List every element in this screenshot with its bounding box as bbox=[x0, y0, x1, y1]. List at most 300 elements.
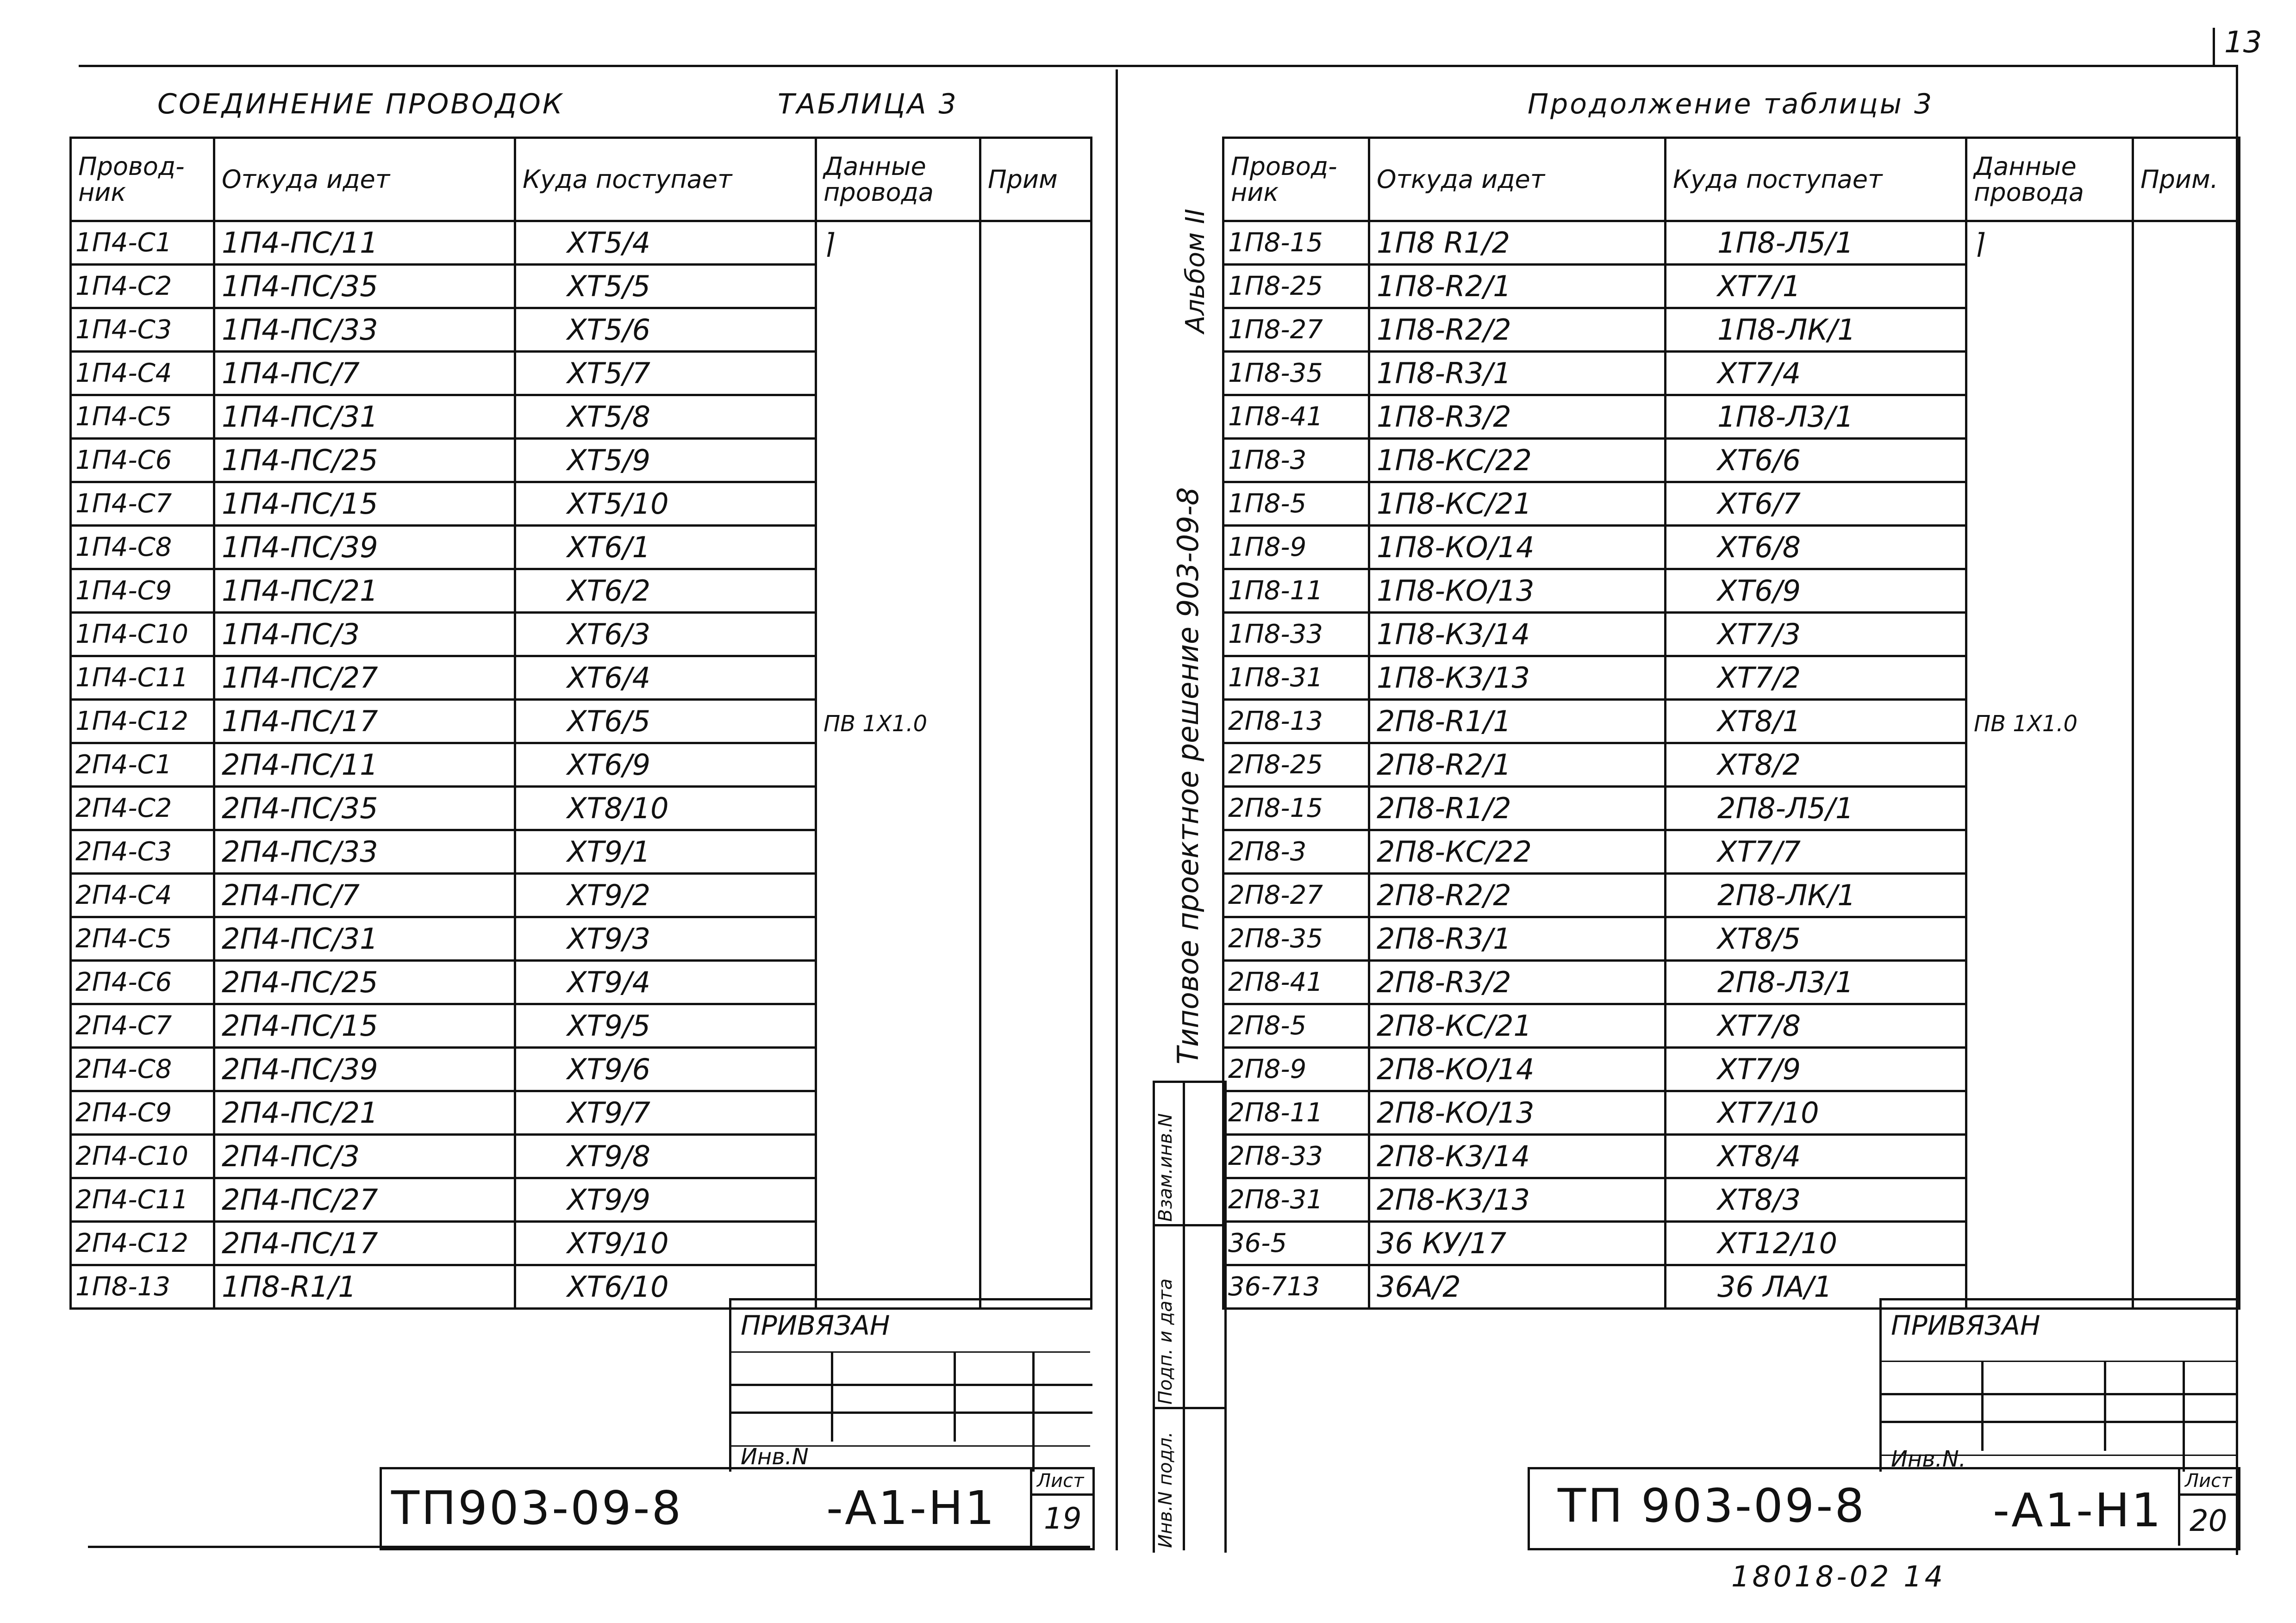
cell-from: 1П8-КС/21 bbox=[1369, 482, 1666, 526]
cell-wire: 1П4-С7 bbox=[71, 482, 214, 526]
cell-wire: 1П4-С8 bbox=[71, 526, 214, 569]
table-row bbox=[1223, 700, 2240, 743]
cell-to: 2П8-Л5/1 bbox=[1666, 787, 1966, 830]
table-row bbox=[1223, 874, 2240, 917]
doc-code: ТП 903-09-8 bbox=[1558, 1479, 1866, 1533]
table-row bbox=[71, 830, 1092, 874]
cell-from: 2П4-ПС/11 bbox=[214, 743, 515, 787]
cell-wire: 2П4-С6 bbox=[71, 961, 214, 1004]
cell-wire: 2П4-С8 bbox=[71, 1048, 214, 1091]
cell-wire: 1П4-С6 bbox=[71, 439, 214, 482]
cell-note bbox=[980, 1222, 1092, 1265]
cell-wire: 2П8-41 bbox=[1223, 961, 1369, 1004]
cell-to: ХТ6/1 bbox=[515, 526, 816, 569]
approval-field-sign: Подп. и дата bbox=[1155, 1278, 1176, 1405]
binding-grid-divider bbox=[2104, 1361, 2106, 1451]
cell-from: 1П4-ПС/39 bbox=[214, 526, 515, 569]
cell-wire: 2П8-5 bbox=[1223, 1004, 1369, 1048]
table-row bbox=[1223, 656, 2240, 700]
cell-wire: 1П8-27 bbox=[1223, 308, 1369, 352]
cell-to: ХТ6/5 bbox=[515, 700, 816, 743]
cell-to: ХТ9/6 bbox=[515, 1048, 816, 1091]
binding-grid-line bbox=[731, 1384, 1092, 1386]
cell-wire-data bbox=[816, 1091, 980, 1135]
table-row bbox=[1223, 265, 2240, 308]
cell-note bbox=[980, 787, 1092, 830]
table-row bbox=[1223, 221, 2240, 265]
table-row bbox=[71, 221, 1092, 265]
page-number-divider bbox=[2213, 28, 2215, 65]
cell-wire-data bbox=[1966, 265, 2133, 308]
sheet-box bbox=[2178, 1469, 2238, 1546]
cell-from: 36А/2 bbox=[1369, 1265, 1666, 1309]
doc-suffix: -А1-Н1 bbox=[1993, 1483, 2163, 1537]
cell-from: 1П8-КС/22 bbox=[1369, 439, 1666, 482]
cell-wire-data bbox=[816, 352, 980, 395]
table-row bbox=[71, 743, 1092, 787]
cell-to: ХТ6/3 bbox=[515, 613, 816, 656]
table-row bbox=[1223, 308, 2240, 352]
cell-note bbox=[2133, 395, 2240, 439]
approval-line bbox=[1155, 1407, 1224, 1409]
binding-grid-divider bbox=[1981, 1361, 1984, 1451]
cell-note bbox=[2133, 830, 2240, 874]
approval-divider bbox=[1183, 1083, 1185, 1550]
cell-wire: 1П4-С12 bbox=[71, 700, 214, 743]
cell-wire: 2П8-33 bbox=[1223, 1135, 1369, 1178]
table-row bbox=[71, 656, 1092, 700]
cell-to: ХТ5/8 bbox=[515, 395, 816, 439]
cell-to: ХТ6/8 bbox=[1666, 526, 1966, 569]
cell-wire: 2П4-С11 bbox=[71, 1178, 214, 1222]
cell-from: 2П8-КС/22 bbox=[1369, 830, 1666, 874]
cell-from: 2П4-ПС/33 bbox=[214, 830, 515, 874]
cell-wire-data bbox=[816, 265, 980, 308]
cell-to: ХТ8/2 bbox=[1666, 743, 1966, 787]
table-row bbox=[1223, 1135, 2240, 1178]
cell-to: 2П8-Л3/1 bbox=[1666, 961, 1966, 1004]
table-row bbox=[1223, 743, 2240, 787]
cell-to: ХТ6/10 bbox=[515, 1265, 816, 1309]
cell-wire-data bbox=[816, 961, 980, 1004]
header-wire-data: Данные провода bbox=[1966, 138, 2133, 221]
table-row bbox=[1223, 395, 2240, 439]
cell-note bbox=[2133, 352, 2240, 395]
left-wire-table bbox=[69, 137, 1092, 1310]
cell-wire: 2П4-С4 bbox=[71, 874, 214, 917]
cell-to: ХТ6/2 bbox=[515, 569, 816, 613]
cell-wire: 1П8-5 bbox=[1223, 482, 1369, 526]
cell-wire-data bbox=[816, 656, 980, 700]
cell-wire-data bbox=[1966, 569, 2133, 613]
cell-note bbox=[2133, 265, 2240, 308]
cell-wire: 36-713 bbox=[1223, 1265, 1369, 1309]
cell-wire-data bbox=[1966, 1222, 2133, 1265]
sheet-number: 20 bbox=[2190, 1504, 2227, 1538]
binding-grid-line bbox=[1882, 1421, 2238, 1423]
cell-note bbox=[2133, 743, 2240, 787]
cell-from: 2П8-R3/1 bbox=[1369, 917, 1666, 961]
right-stamp bbox=[1528, 1467, 2240, 1550]
cell-wire: 1П4-С3 bbox=[71, 308, 214, 352]
cell-from: 1П8-R3/1 bbox=[1369, 352, 1666, 395]
cell-to: ХТ5/7 bbox=[515, 352, 816, 395]
center-divider bbox=[1116, 69, 1118, 1550]
cell-to: ХТ5/4 bbox=[515, 221, 816, 265]
cell-note bbox=[980, 961, 1092, 1004]
table-row bbox=[71, 265, 1092, 308]
cell-from: 1П4-ПС/25 bbox=[214, 439, 515, 482]
cell-wire-data bbox=[816, 917, 980, 961]
cell-wire-data bbox=[816, 395, 980, 439]
left-stamp bbox=[380, 1467, 1095, 1550]
cell-to: ХТ8/4 bbox=[1666, 1135, 1966, 1178]
cell-wire-data bbox=[816, 787, 980, 830]
cell-wire: 2П8-3 bbox=[1223, 830, 1369, 874]
right-title: Продолжение таблицы 3 bbox=[1528, 88, 1934, 120]
cell-wire-data bbox=[1966, 830, 2133, 874]
cell-to: ХТ6/9 bbox=[515, 743, 816, 787]
cell-wire-data bbox=[816, 1222, 980, 1265]
cell-from: 2П8-R2/1 bbox=[1369, 743, 1666, 787]
cell-wire-data bbox=[1966, 656, 2133, 700]
cell-wire: 2П8-31 bbox=[1223, 1178, 1369, 1222]
brace-top: ⌉ bbox=[824, 228, 835, 261]
cell-wire-data bbox=[816, 613, 980, 656]
cell-note bbox=[980, 221, 1092, 265]
cell-note bbox=[2133, 700, 2240, 743]
cell-wire-data bbox=[1966, 787, 2133, 830]
cell-from: 2П8-R2/2 bbox=[1369, 874, 1666, 917]
cell-wire-data bbox=[1966, 1135, 2133, 1178]
header-to: Куда поступает bbox=[515, 138, 816, 221]
header-wire-data: Данные провода bbox=[816, 138, 980, 221]
table-row bbox=[71, 874, 1092, 917]
cell-to: 2П8-ЛК/1 bbox=[1666, 874, 1966, 917]
table-row bbox=[1223, 1004, 2240, 1048]
cell-note bbox=[980, 308, 1092, 352]
cell-note bbox=[980, 917, 1092, 961]
right-wire-table bbox=[1222, 137, 2240, 1310]
page-number: 13 bbox=[2224, 25, 2262, 60]
cell-to: ХТ7/8 bbox=[1666, 1004, 1966, 1048]
cell-wire: 2П4-С2 bbox=[71, 787, 214, 830]
cell-wire-data bbox=[816, 439, 980, 482]
cell-to: ХТ8/5 bbox=[1666, 917, 1966, 961]
cell-note bbox=[980, 656, 1092, 700]
cell-wire-data bbox=[1966, 743, 2133, 787]
doc-code: ТП903-09-8 bbox=[391, 1481, 683, 1535]
cell-from: 2П8-R1/1 bbox=[1369, 700, 1666, 743]
cell-to: ХТ9/8 bbox=[515, 1135, 816, 1178]
table-row bbox=[71, 439, 1092, 482]
cell-wire: 2П8-9 bbox=[1223, 1048, 1369, 1091]
table-row bbox=[71, 1091, 1092, 1135]
cell-wire: 1П4-С5 bbox=[71, 395, 214, 439]
binding-grid-line bbox=[1882, 1393, 2238, 1395]
album-label: Альбом II bbox=[1180, 209, 1210, 333]
table-row bbox=[71, 1135, 1092, 1178]
cell-from: 1П8 R1/2 bbox=[1369, 221, 1666, 265]
cell-wire-data bbox=[1966, 482, 2133, 526]
cell-wire-data bbox=[1966, 961, 2133, 1004]
table-row bbox=[1223, 1091, 2240, 1135]
cell-to: ХТ9/7 bbox=[515, 1091, 816, 1135]
table-row bbox=[1223, 961, 2240, 1004]
cell-note bbox=[980, 874, 1092, 917]
cell-note bbox=[2133, 1004, 2240, 1048]
cell-wire-data bbox=[1966, 700, 2133, 743]
cell-note bbox=[980, 526, 1092, 569]
cell-from: 1П8-R2/2 bbox=[1369, 308, 1666, 352]
cell-from: 1П4-ПС/7 bbox=[214, 352, 515, 395]
cell-note bbox=[980, 743, 1092, 787]
approval-stamp bbox=[1153, 1081, 1227, 1553]
cell-wire: 1П4-С4 bbox=[71, 352, 214, 395]
header-note: Прим bbox=[980, 138, 1092, 221]
cell-wire-data bbox=[1966, 613, 2133, 656]
binding-grid-divider bbox=[954, 1351, 956, 1442]
cell-from: 1П8-К3/13 bbox=[1369, 656, 1666, 700]
cell-note bbox=[980, 482, 1092, 526]
cell-wire-data bbox=[1966, 1178, 2133, 1222]
cell-to: 1П8-ЛК/1 bbox=[1666, 308, 1966, 352]
cell-from: 1П8-К3/14 bbox=[1369, 613, 1666, 656]
cell-to: ХТ6/4 bbox=[515, 656, 816, 700]
inv-label: Инв.N. bbox=[1891, 1446, 1966, 1472]
cell-note bbox=[980, 1048, 1092, 1091]
table-row bbox=[71, 917, 1092, 961]
table-row bbox=[71, 1178, 1092, 1222]
table-row bbox=[71, 526, 1092, 569]
cell-wire: 2П4-С9 bbox=[71, 1091, 214, 1135]
table-row bbox=[1223, 482, 2240, 526]
cell-wire-data bbox=[1966, 439, 2133, 482]
right-binding-block bbox=[1879, 1298, 2238, 1472]
sheet-box-line bbox=[1032, 1493, 1092, 1496]
cell-wire-data bbox=[1966, 352, 2133, 395]
cell-wire-data bbox=[816, 1048, 980, 1091]
cell-to: ХТ6/6 bbox=[1666, 439, 1966, 482]
cell-from: 2П8-КС/21 bbox=[1369, 1004, 1666, 1048]
cell-note bbox=[2133, 613, 2240, 656]
cell-wire: 2П4-С12 bbox=[71, 1222, 214, 1265]
cell-note bbox=[2133, 439, 2240, 482]
cell-wire: 1П8-25 bbox=[1223, 265, 1369, 308]
cell-from: 1П4-ПС/21 bbox=[214, 569, 515, 613]
footer-number: 18018-02 14 bbox=[1731, 1560, 1946, 1593]
cell-to: ХТ9/10 bbox=[515, 1222, 816, 1265]
cell-wire-data bbox=[1966, 221, 2133, 265]
cell-to: ХТ6/9 bbox=[1666, 569, 1966, 613]
cell-note bbox=[2133, 1135, 2240, 1178]
header-to: Куда поступает bbox=[1666, 138, 1966, 221]
cell-wire-data bbox=[816, 1135, 980, 1178]
cell-to: ХТ7/1 bbox=[1666, 265, 1966, 308]
binding-grid bbox=[731, 1351, 1090, 1447]
table-row bbox=[1223, 1048, 2240, 1091]
table-row bbox=[71, 395, 1092, 439]
approval-field-inv: Инв.N подл. bbox=[1155, 1431, 1176, 1548]
header-from: Откуда идет bbox=[214, 138, 515, 221]
table-row bbox=[71, 961, 1092, 1004]
brace-top: ⌉ bbox=[1974, 228, 1985, 261]
cell-wire: 2П4-С1 bbox=[71, 743, 214, 787]
cell-note bbox=[2133, 1091, 2240, 1135]
right-header-row bbox=[1223, 138, 2240, 221]
right-table-body bbox=[1223, 221, 2240, 1309]
project-label: Типовое проектное решение 903-09-8 bbox=[1171, 487, 1205, 1064]
doc-suffix: -А1-Н1 bbox=[826, 1481, 997, 1535]
cell-from: 1П8-КО/14 bbox=[1369, 526, 1666, 569]
left-header-row bbox=[71, 138, 1092, 221]
cell-note bbox=[2133, 787, 2240, 830]
cell-wire: 1П8-3 bbox=[1223, 439, 1369, 482]
cell-wire-data bbox=[816, 308, 980, 352]
cell-wire: 1П8-33 bbox=[1223, 613, 1369, 656]
cell-from: 2П8-КО/13 bbox=[1369, 1091, 1666, 1135]
cell-to: ХТ5/6 bbox=[515, 308, 816, 352]
cell-from: 1П4-ПС/27 bbox=[214, 656, 515, 700]
table-row bbox=[71, 700, 1092, 743]
cell-note bbox=[980, 395, 1092, 439]
cell-from: 1П8-R3/2 bbox=[1369, 395, 1666, 439]
table-row bbox=[1223, 439, 2240, 482]
sheet-box bbox=[1030, 1469, 1092, 1546]
cell-to: ХТ8/1 bbox=[1666, 700, 1966, 743]
cell-to: ХТ7/7 bbox=[1666, 830, 1966, 874]
left-table-body bbox=[71, 221, 1092, 1309]
cell-wire: 2П8-15 bbox=[1223, 787, 1369, 830]
cell-wire-data bbox=[1966, 1004, 2133, 1048]
cell-from: 2П4-ПС/21 bbox=[214, 1091, 515, 1135]
header-wire: Провод-ник bbox=[71, 138, 214, 221]
cell-wire: 1П8-9 bbox=[1223, 526, 1369, 569]
cell-note bbox=[980, 1135, 1092, 1178]
cell-from: 2П4-ПС/31 bbox=[214, 917, 515, 961]
cell-from: 1П4-ПС/35 bbox=[214, 265, 515, 308]
cell-from: 1П4-ПС/33 bbox=[214, 308, 515, 352]
cell-to: ХТ8/3 bbox=[1666, 1178, 1966, 1222]
cell-wire-data bbox=[1966, 308, 2133, 352]
cell-to: ХТ7/10 bbox=[1666, 1091, 1966, 1135]
cell-from: 2П4-ПС/35 bbox=[214, 787, 515, 830]
cell-wire: 2П4-С7 bbox=[71, 1004, 214, 1048]
cell-wire: 2П8-35 bbox=[1223, 917, 1369, 961]
cell-note bbox=[2133, 656, 2240, 700]
cell-from: 2П8-К3/14 bbox=[1369, 1135, 1666, 1178]
cell-note bbox=[980, 439, 1092, 482]
left-binding-block bbox=[729, 1298, 1092, 1472]
cell-from: 1П4-ПС/3 bbox=[214, 613, 515, 656]
cell-note bbox=[2133, 308, 2240, 352]
cell-wire: 1П4-С11 bbox=[71, 656, 214, 700]
cell-wire: 2П8-25 bbox=[1223, 743, 1369, 787]
cell-wire: 1П8-41 bbox=[1223, 395, 1369, 439]
cell-from: 1П4-ПС/11 bbox=[214, 221, 515, 265]
cell-to: ХТ8/10 bbox=[515, 787, 816, 830]
cell-to: ХТ9/5 bbox=[515, 1004, 816, 1048]
cell-from: 2П4-ПС/7 bbox=[214, 874, 515, 917]
cell-note bbox=[980, 352, 1092, 395]
cell-note bbox=[2133, 874, 2240, 917]
bound-label: ПРИВЯЗАН bbox=[741, 1310, 890, 1341]
left-bottom-border bbox=[88, 1546, 1090, 1548]
cell-note bbox=[980, 1091, 1092, 1135]
cell-from: 2П4-ПС/15 bbox=[214, 1004, 515, 1048]
cell-from: 2П4-ПС/17 bbox=[214, 1222, 515, 1265]
cell-wire-data bbox=[816, 526, 980, 569]
cell-wire-data bbox=[816, 700, 980, 743]
cell-wire: 2П4-С3 bbox=[71, 830, 214, 874]
cell-wire: 1П8-31 bbox=[1223, 656, 1369, 700]
table-row bbox=[71, 787, 1092, 830]
table-row bbox=[1223, 526, 2240, 569]
top-border bbox=[79, 65, 2236, 67]
cell-note bbox=[980, 569, 1092, 613]
wire-data-value: ПВ 1Х1.0 bbox=[824, 711, 928, 737]
cell-to: ХТ7/3 bbox=[1666, 613, 1966, 656]
cell-note bbox=[980, 1178, 1092, 1222]
cell-note bbox=[2133, 221, 2240, 265]
cell-wire: 1П8-11 bbox=[1223, 569, 1369, 613]
cell-wire: 2П8-27 bbox=[1223, 874, 1369, 917]
cell-to: ХТ5/5 bbox=[515, 265, 816, 308]
sheet-label: Лист bbox=[2185, 1470, 2232, 1492]
binding-grid-divider bbox=[831, 1351, 833, 1442]
cell-wire: 1П8-15 bbox=[1223, 221, 1369, 265]
cell-to: ХТ12/10 bbox=[1666, 1222, 1966, 1265]
cell-wire-data bbox=[816, 482, 980, 526]
table-row bbox=[71, 1222, 1092, 1265]
cell-note bbox=[2133, 482, 2240, 526]
table-row bbox=[1223, 613, 2240, 656]
cell-from: 1П8-R2/1 bbox=[1369, 265, 1666, 308]
cell-from: 1П8-КО/13 bbox=[1369, 569, 1666, 613]
cell-from: 1П4-ПС/15 bbox=[214, 482, 515, 526]
cell-wire-data bbox=[1966, 526, 2133, 569]
cell-wire: 1П4-С9 bbox=[71, 569, 214, 613]
bound-label: ПРИВЯЗАН bbox=[1891, 1310, 2040, 1341]
cell-wire-data bbox=[816, 830, 980, 874]
cell-wire: 1П8-13 bbox=[71, 1265, 214, 1309]
cell-from: 1П4-ПС/31 bbox=[214, 395, 515, 439]
cell-from: 2П4-ПС/39 bbox=[214, 1048, 515, 1091]
cell-to: 36 ЛА/1 bbox=[1666, 1265, 1966, 1309]
cell-to: ХТ9/3 bbox=[515, 917, 816, 961]
cell-from: 1П8-R1/1 bbox=[214, 1265, 515, 1309]
cell-from: 2П8-К3/13 bbox=[1369, 1178, 1666, 1222]
cell-note bbox=[2133, 1048, 2240, 1091]
table-row bbox=[1223, 1178, 2240, 1222]
cell-to: ХТ9/1 bbox=[515, 830, 816, 874]
cell-note bbox=[2133, 917, 2240, 961]
cell-wire-data bbox=[816, 743, 980, 787]
cell-note bbox=[2133, 526, 2240, 569]
wire-data-value: ПВ 1Х1.0 bbox=[1974, 711, 2078, 737]
cell-to: ХТ9/4 bbox=[515, 961, 816, 1004]
cell-note bbox=[2133, 961, 2240, 1004]
cell-wire-data bbox=[816, 569, 980, 613]
table-row bbox=[71, 352, 1092, 395]
header-from: Откуда идет bbox=[1369, 138, 1666, 221]
cell-from: 2П4-ПС/27 bbox=[214, 1178, 515, 1222]
cell-to: 1П8-Л5/1 bbox=[1666, 221, 1966, 265]
cell-to: ХТ6/7 bbox=[1666, 482, 1966, 526]
cell-wire-data bbox=[1966, 1091, 2133, 1135]
table-row bbox=[71, 1004, 1092, 1048]
cell-from: 2П8-КО/14 bbox=[1369, 1048, 1666, 1091]
